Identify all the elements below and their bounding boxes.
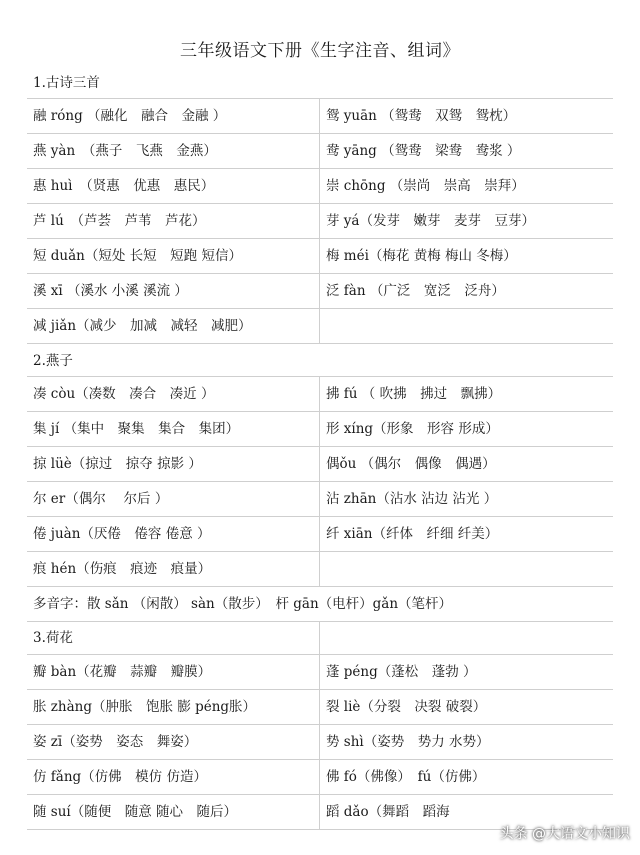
table-row: [27, 725, 613, 760]
word-cell: 尔 er（偶尔 尔后 ）: [27, 482, 320, 516]
empty-cell: [320, 552, 613, 586]
word-cell: 随 suí（随便 随意 随心 随后）: [27, 795, 320, 829]
word-cell: 溪 xī （溪水 小溪 溪流 ）: [27, 274, 320, 308]
table-row: [27, 377, 613, 412]
word-cell: 短 duǎn（短处 长短 短跑 短信）: [27, 239, 320, 273]
word-cell: 减 jiǎn（减少 加减 减轻 减肥）: [27, 309, 320, 343]
watermark: 头条 @大语文小知识: [499, 826, 630, 842]
word-cell: 燕 yàn （燕子 飞燕 金燕）: [27, 134, 320, 168]
table-row: [27, 552, 613, 587]
table-row: [27, 412, 613, 447]
section-heading: 1.古诗三首: [33, 75, 100, 91]
section-heading: 2.燕子: [33, 353, 73, 369]
word-cell: 鸯 yāng （鸳鸯 梁鸯 鸯浆 ）: [326, 143, 521, 159]
word-cell: 泛 fàn （广泛 宽泛 泛舟）: [326, 283, 505, 299]
word-cell: 崇 chōng （崇尚 崇高 崇拜）: [326, 178, 525, 194]
table-row: [27, 447, 613, 482]
table-row: [27, 274, 613, 309]
table-row: [27, 517, 613, 552]
word-cell: 惠 huì （贤惠 优惠 惠民）: [27, 169, 320, 203]
word-cell: 梅 méi（梅花 黄梅 梅山 冬梅）: [326, 248, 517, 264]
table-row: [27, 482, 613, 517]
word-cell: 胀 zhàng（肿胀 饱胀 膨 péng胀）: [27, 690, 320, 724]
word-cell: 集 jí （集中 聚集 集合 集团）: [27, 412, 320, 446]
word-cell: 佛 fó（佛像） fú（仿佛）: [326, 769, 486, 785]
table-row: [27, 760, 613, 795]
word-cell: 裂 liè（分裂 决裂 破裂）: [326, 699, 487, 715]
table-row: [27, 99, 613, 134]
table-row: [27, 134, 613, 169]
word-cell: 沾 zhān（沾水 沾边 沾光 ）: [326, 491, 498, 507]
section-heading-row: [27, 66, 613, 99]
section-heading-row: [27, 344, 613, 377]
word-cell: 痕 hén（伤痕 痕迹 痕量）: [27, 552, 320, 586]
word-cell: 偶ǒu （偶尔 偶像 偶遇）: [326, 456, 496, 472]
word-cell: 芦 lú （芦荟 芦苇 芦花）: [27, 204, 320, 238]
word-cell: 芽 yá（发芽 嫩芽 麦芽 豆芽）: [326, 213, 535, 229]
word-cell: 仿 fǎng（仿佛 模仿 仿造）: [27, 760, 320, 794]
word-cell: 鸳 yuān （鸳鸯 双鸳 鸳枕）: [326, 108, 517, 124]
word-cell: 姿 zī（姿势 姿态 舞姿）: [27, 725, 320, 759]
table-row: [27, 204, 613, 239]
word-cell: 凑 còu（凑数 凑合 凑近 ）: [27, 377, 320, 411]
word-cell: 倦 juàn（厌倦 倦容 倦意 ）: [27, 517, 320, 551]
table-row: [27, 690, 613, 725]
word-cell: 蓬 péng（蓬松 蓬勃 ）: [326, 664, 477, 680]
word-cell: 蹈 dǎo（舞蹈 蹈海: [326, 804, 450, 820]
word-cell: 形 xíng（形象 形容 形成）: [326, 421, 499, 437]
polyphone-note: 多音字：散 sǎn （闲散） sàn（散步） 杆 gān（电杆）gǎn（笔杆）: [33, 596, 453, 612]
vocab-table: [27, 66, 613, 830]
empty-cell: [320, 309, 613, 343]
empty-cell: [320, 622, 613, 654]
word-cell: 势 shì（姿势 势力 水势）: [326, 734, 490, 750]
polyphone-note-row: [27, 587, 613, 622]
table-row: [27, 239, 613, 274]
table-row: [27, 655, 613, 690]
word-cell: 纤 xiān（纤体 纤细 纤美）: [326, 526, 499, 542]
word-cell: 瓣 bàn（花瓣 蒜瓣 瓣膜）: [27, 655, 320, 689]
page-title: 三年级语文下册《生字注音、组词》: [180, 41, 460, 61]
table-row: [27, 169, 613, 204]
word-cell: 融 róng （融化 融合 金融 ）: [27, 99, 320, 133]
table-row: [27, 309, 613, 344]
section-heading: 3.荷花: [27, 622, 320, 654]
section-heading-row: [27, 622, 613, 655]
word-cell: 掠 lüè（掠过 掠夺 掠影 ）: [27, 447, 320, 481]
word-cell: 拂 fú （ 吹拂 拂过 飘拂）: [326, 386, 502, 402]
